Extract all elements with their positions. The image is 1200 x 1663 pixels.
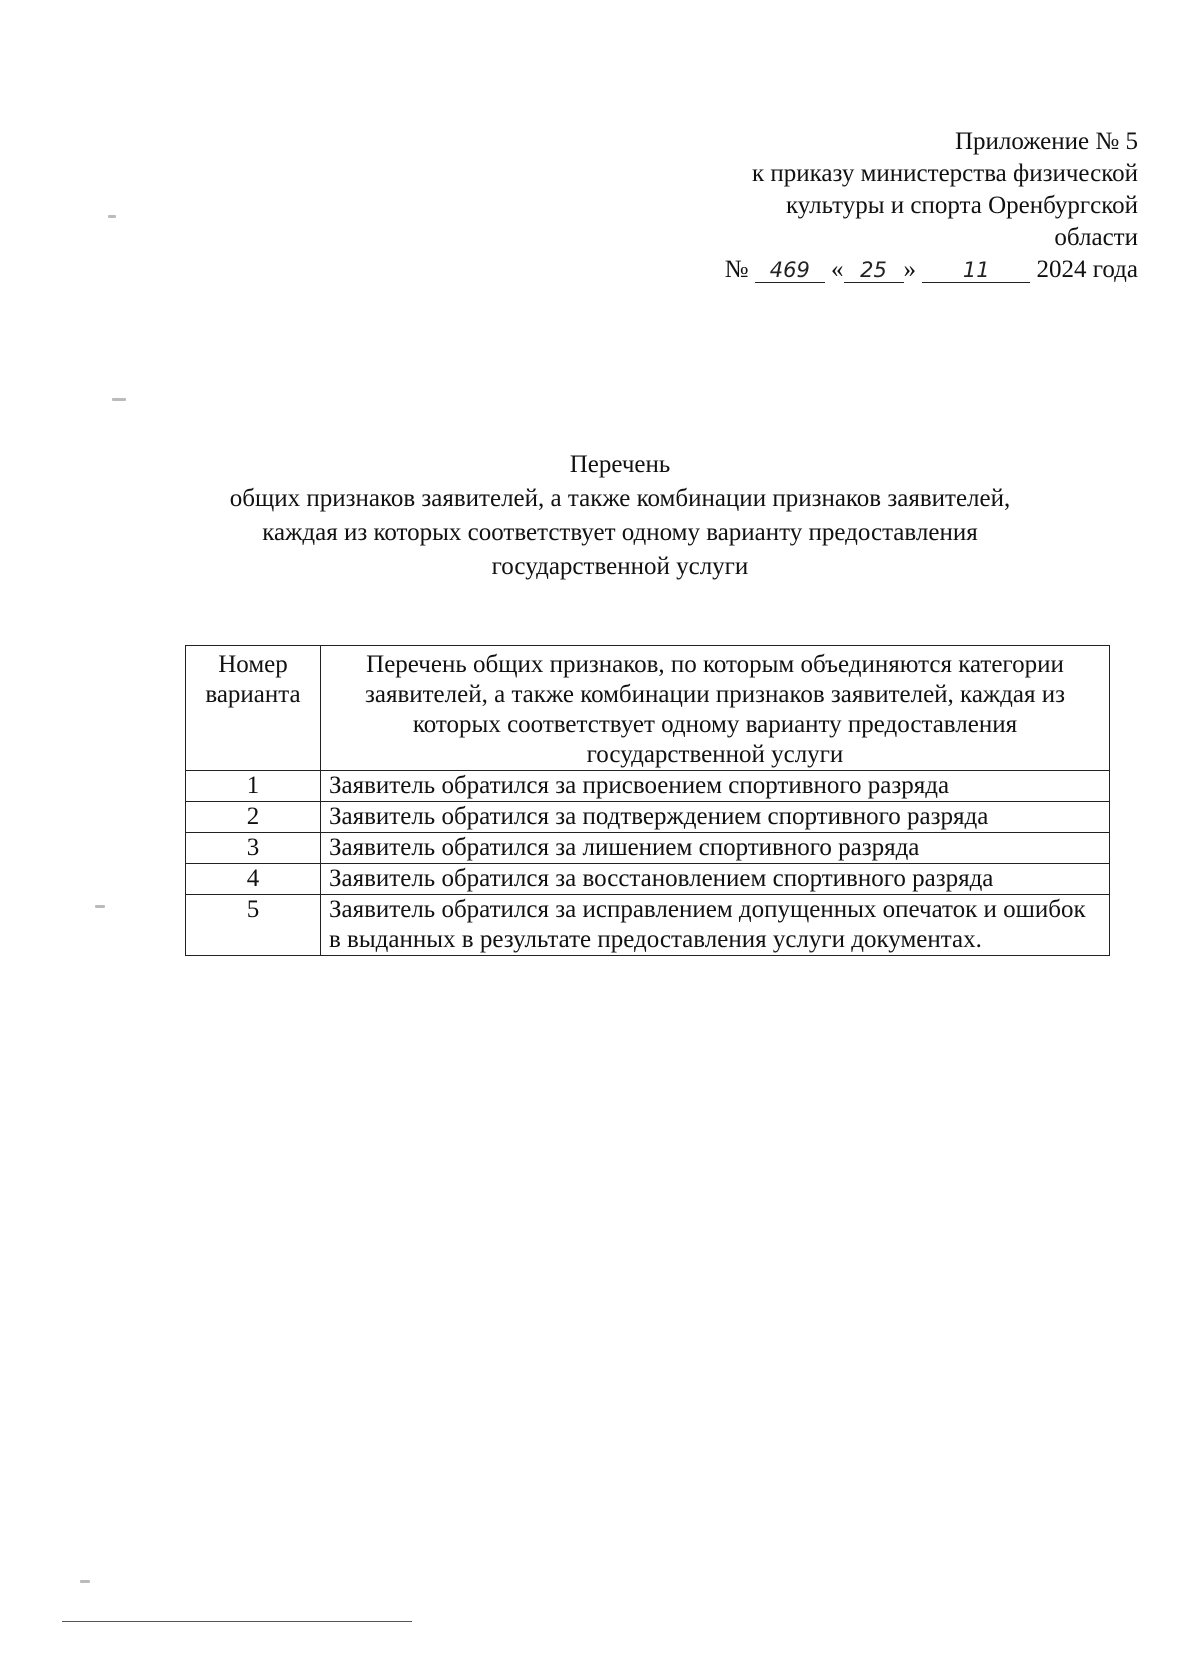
variant-number: 2: [186, 802, 321, 833]
table-header-row: [186, 646, 1110, 771]
heading-title: Перечень: [569, 451, 671, 478]
order-month-handwritten: 11: [922, 258, 1030, 283]
appendix-title: Приложение № 5: [954, 128, 1138, 155]
table-row: [186, 802, 1110, 833]
variant-number: 3: [186, 833, 321, 864]
appendix-block: [618, 126, 1138, 286]
table-row: [186, 833, 1110, 864]
variant-number: 5: [186, 895, 321, 956]
order-reference: [618, 254, 1138, 286]
order-number-handwritten: 469: [755, 258, 825, 283]
variant-number: 1: [186, 771, 321, 802]
table-row: [186, 895, 1110, 956]
heading-line: общих признаков заявителей, а также комбинации признаков заявителей,: [229, 485, 1011, 512]
variant-criteria: Заявитель обратился за лишением спортивного разряда: [321, 833, 1110, 864]
appendix-line: области: [1054, 224, 1138, 251]
table-row: [186, 864, 1110, 895]
scan-speck: [80, 1580, 90, 1583]
order-number-prefix: №: [724, 256, 749, 283]
table-row: [186, 771, 1110, 802]
header-criteria: Перечень общих признаков, по которым объединяются категории заявителей, а также комбинации признаков заявителей, каждая из которых соответствует одному варианту предоставления государственной услуги: [321, 646, 1110, 771]
heading-line: государственной услуги: [491, 553, 749, 580]
quote-open: «: [831, 256, 844, 283]
header-variant-number: Номер варианта: [186, 646, 321, 771]
document-heading: [170, 448, 1070, 584]
scan-speck: [95, 905, 105, 908]
variant-criteria: Заявитель обратился за подтверждением спортивного разряда: [321, 802, 1110, 833]
order-year: 2024 года: [1036, 256, 1138, 283]
appendix-line: к приказу министерства физической: [751, 160, 1138, 187]
variants-table: [185, 645, 1110, 956]
heading-line: каждая из которых соответствует одному варианту предоставления: [262, 519, 978, 546]
variant-criteria: Заявитель обратился за восстановлением спортивного разряда: [321, 864, 1110, 895]
variant-criteria: Заявитель обратился за исправлением допущенных опечаток и ошибок в выданных в результате предоставления услуги документах.: [321, 895, 1110, 956]
variant-criteria: Заявитель обратился за присвоением спортивного разряда: [321, 771, 1110, 802]
footer-rule: [62, 1621, 412, 1622]
variant-number: 4: [186, 864, 321, 895]
order-day-handwritten: 25: [844, 258, 904, 283]
scan-speck: [112, 398, 126, 401]
quote-close: »: [903, 256, 917, 283]
scan-speck: [108, 215, 116, 218]
appendix-line: культуры и спорта Оренбургской: [785, 192, 1138, 219]
